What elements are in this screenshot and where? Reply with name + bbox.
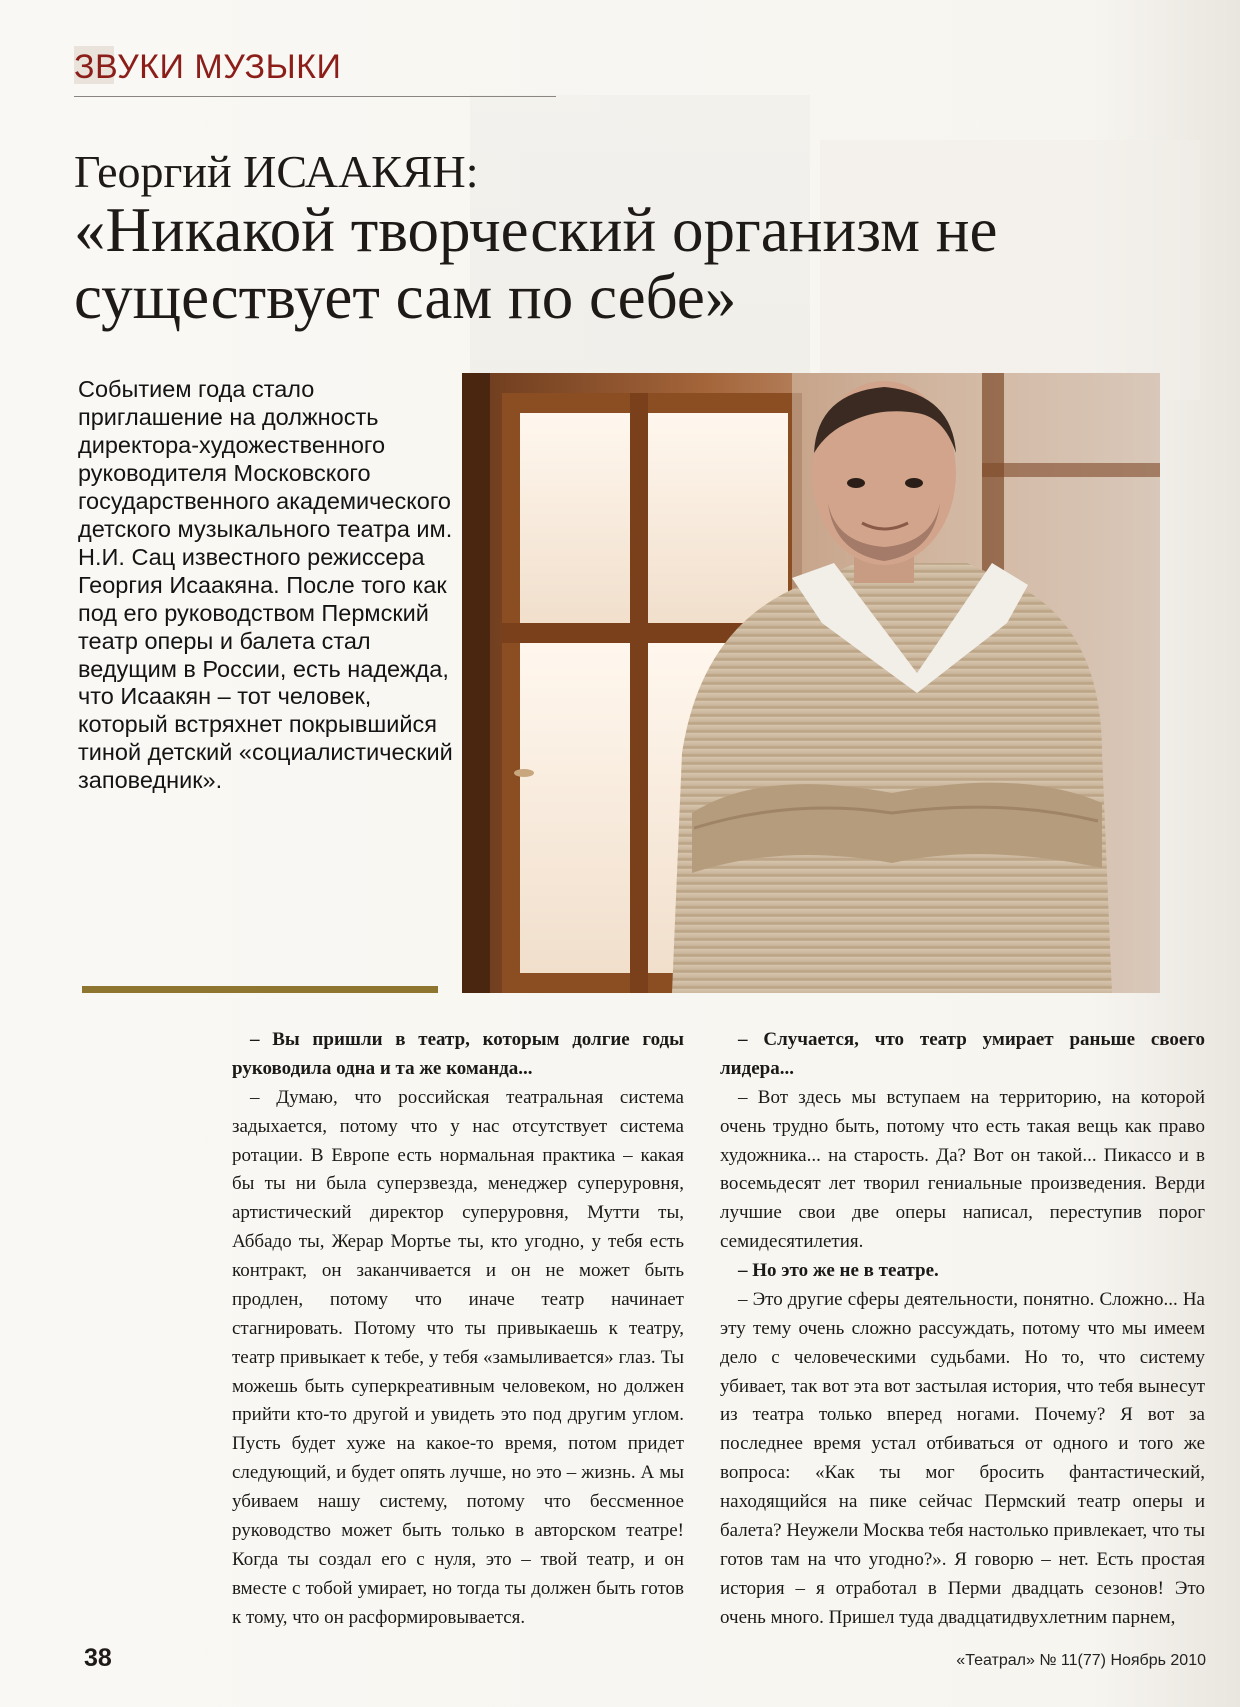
interview-answer: – Думаю, что российская театральная система задыхается, потому что у нас отсутствует система ротации. В Европе есть нормальная практика – какая бы ты ни была суперзвезда, менеджер суперуровня, артистический директор суперуровня, Мутти ты, Аббадо ты, Жерар Мортье ты, кто угодно, у тебя есть контракт, он заканчивается и он не может быть продлен, потому что иначе театр начинает стагнировать. Потому что ты привыкаешь к театру, театр привыкает к тебе, у тебя «замыливается» глаз. Ты можешь быть суперкреативным человеком, но должен прийти кто-то другой и увидеть это под другим углом. Пусть будет хуже на какое-то время, потом придет следующий, и будет опять лучше, но это – жизнь. А мы убиваем нашу систему, потому что бессменное руководство может быть только в авторском театре! Когда ты создал его с нуля, это – твой театр, и он вместе с тобой умирает, но тогда ты должен быть готов к тому, что он расформировывается. (232, 1086, 684, 1628)
lead-divider (82, 986, 438, 993)
interview-question: – Но это же не в театре. (738, 1260, 939, 1281)
portrait-photo (462, 373, 1160, 993)
section-title: ЗВУКИ МУЗЫКИ (74, 48, 342, 86)
interview-column-left (232, 1026, 684, 1632)
interview-column-right (720, 1026, 1205, 1632)
headline (74, 148, 1154, 330)
interview-answer: – Это другие сферы деятельности, понятно. Сложно... На эту тему очень сложно рассуждать, потому что мы имеем дело с человеческими судьбами. Но то, что систему убивает, так вот эта вот застылая история, что тебя вынесут из театра только вперед ногами. Почему? Я вот за последнее время устал отбиваться от одного и того же вопроса: «Как ты мог бросить фантастический, находящийся на пике сейчас Пермский театр оперы и балета? Неужели Москва тебя настолько привлекает, что ты готов там на что угодно?». Я говорю – нет. Есть простая история – я отработал в Перми двадцать сезонов! Это очень много. Пришел туда двадцатидвухлетним парнем, (720, 1288, 1205, 1628)
lead-paragraph: Событием года стало приглашение на должность директора-художественного руководителя Московского государственного академического детского музыкального театра им. Н.И. Сац известного режиссера Георгия Исаакяна. После того как под его руководством Пермский театр оперы и балета стал ведущим в России, есть надежда, что Исаакян – тот человек, который встряхнет покрывшийся тиной детский «социалистический заповедник». (78, 376, 453, 794)
section-rule (74, 96, 556, 97)
interview-question: – Случается, что театр умирает раньше своего лидера... (720, 1029, 1205, 1079)
page-number: 38 (84, 1644, 112, 1672)
headline-quote: «Никакой творческий организм не существует сам по себе» (74, 194, 998, 332)
interview-answer: – Вот здесь мы вступаем на территорию, на которой очень трудно быть, потому что есть такая вещь как право художника... на старость. Да? Вот он такой... Пикассо и в восемьдесят лет творил гениальные произведения. Верди лучшие свои две оперы написал, переступив порог семидесятилетия. (720, 1086, 1205, 1253)
issue-info: «Театрал» № 11(77) Ноябрь 2010 (956, 1652, 1206, 1669)
interview-question: – Вы пришли в театр, которым долгие годы руководила одна и та же команда... (232, 1029, 684, 1079)
headline-author: Георгий ИСААКЯН: (74, 146, 479, 197)
